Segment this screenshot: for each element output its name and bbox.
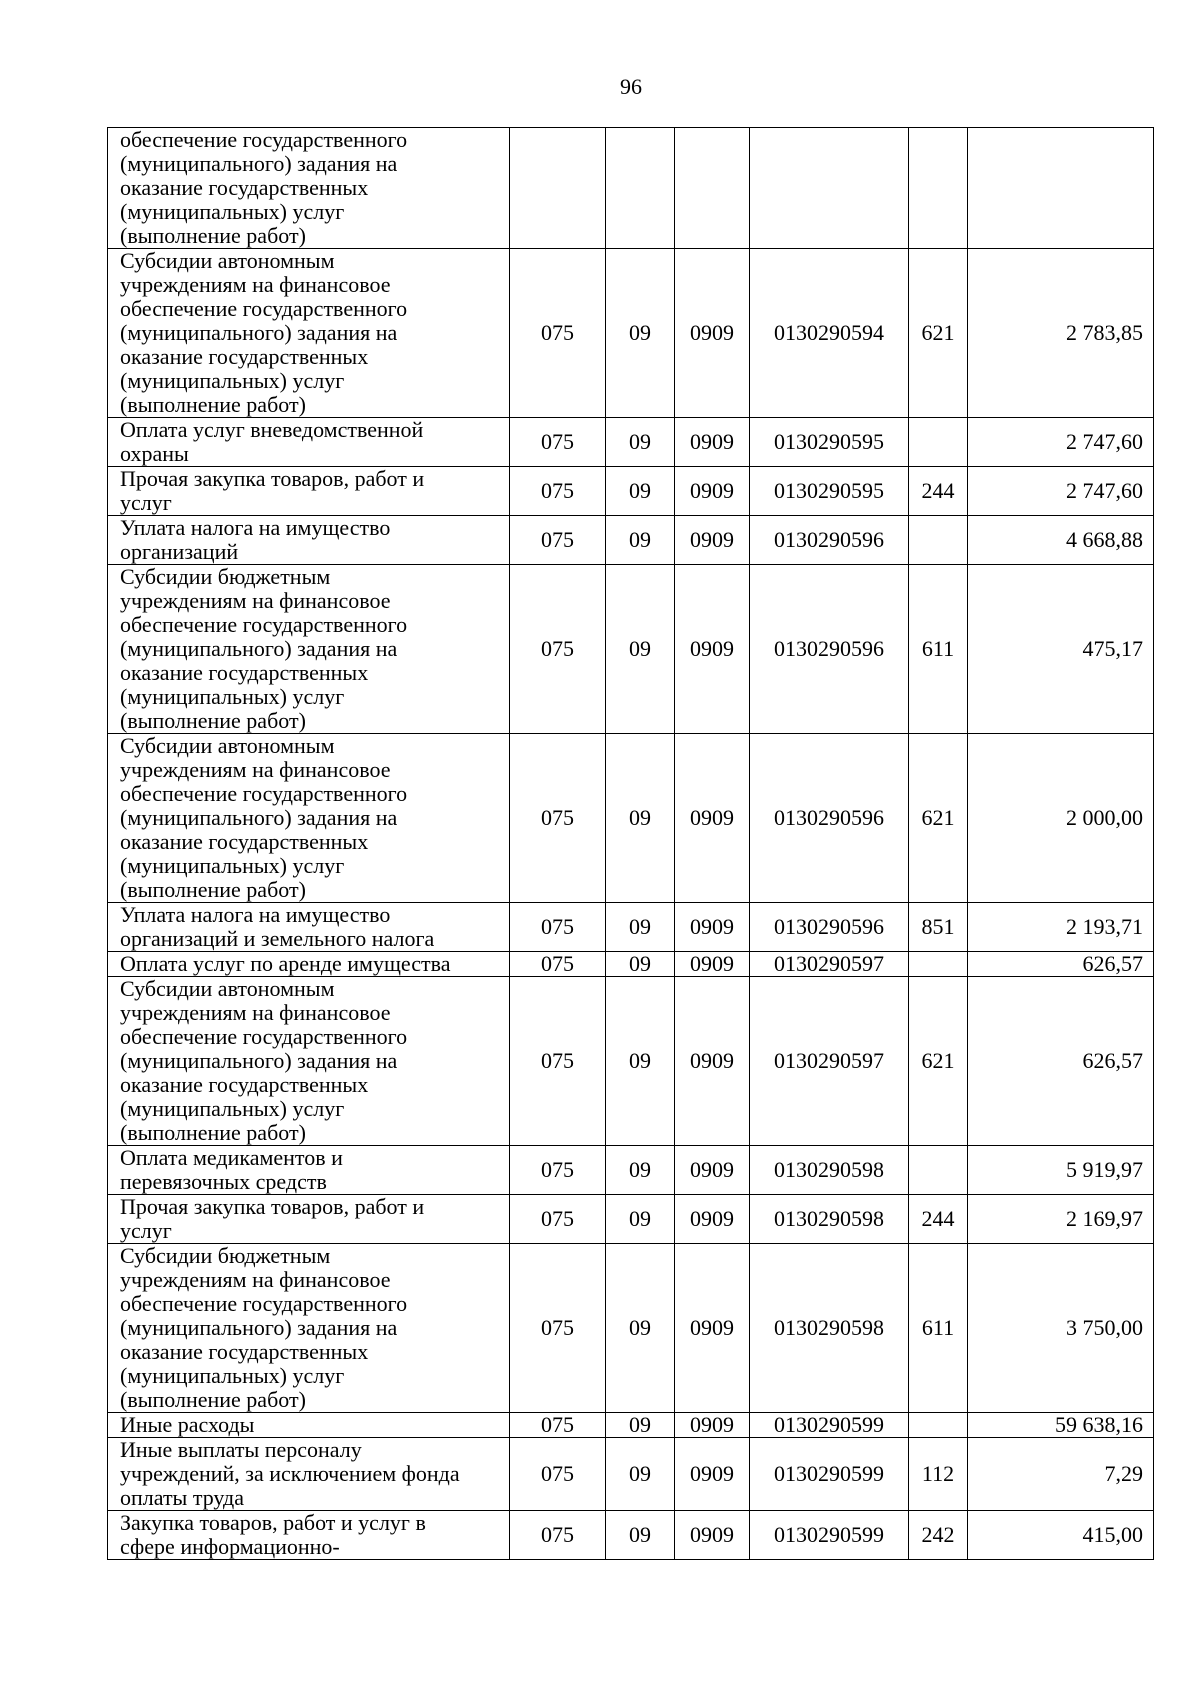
ministry-code: 075 [510, 516, 606, 565]
expense-type-code [909, 1146, 968, 1195]
target-article-code [750, 128, 909, 249]
row-description [108, 418, 510, 467]
amount-value: 2 747,60 [968, 467, 1154, 516]
section-code: 09 [606, 903, 675, 952]
row-description [108, 1511, 510, 1560]
target-article-code: 0130290595 [750, 467, 909, 516]
description-line: обеспечение государственного [120, 1291, 408, 1316]
section-code: 09 [606, 565, 675, 734]
description-line: обеспечение государственного [120, 296, 408, 321]
description-line: Прочая закупка товаров, работ и [120, 1194, 425, 1219]
description-line: Оплата услуг по аренде имущества [120, 951, 451, 976]
description-line: (выполнение работ) [120, 708, 306, 733]
description-line: Иные выплаты персоналу [120, 1437, 362, 1462]
description-line: (муниципального) задания на [120, 1048, 398, 1073]
row-description [108, 249, 510, 418]
description-line: оказание государственных [120, 1072, 369, 1097]
description-line: учреждениям на финансовое [120, 588, 391, 613]
subsection-code: 0909 [675, 1195, 750, 1244]
expense-type-code: 621 [909, 249, 968, 418]
budget-table [107, 127, 1154, 1560]
section-code: 09 [606, 1438, 675, 1511]
ministry-code: 075 [510, 1195, 606, 1244]
expense-type-code: 611 [909, 565, 968, 734]
description-line: Иные расходы [120, 1412, 255, 1437]
table-row [108, 516, 1154, 565]
amount-value: 59 638,16 [968, 1413, 1154, 1438]
expense-type-code [909, 516, 968, 565]
expense-type-code [909, 128, 968, 249]
row-description [108, 467, 510, 516]
description-line: Субсидии автономным [120, 976, 335, 1001]
table-row [108, 249, 1154, 418]
ministry-code: 075 [510, 1511, 606, 1560]
section-code [606, 128, 675, 249]
subsection-code: 0909 [675, 418, 750, 467]
expense-type-code: 244 [909, 467, 968, 516]
description-line: (муниципальных) услуг [120, 684, 345, 709]
target-article-code: 0130290597 [750, 952, 909, 977]
description-line: Субсидии автономным [120, 733, 335, 758]
section-code: 09 [606, 1511, 675, 1560]
subsection-code: 0909 [675, 903, 750, 952]
description-line: (муниципального) задания на [120, 805, 398, 830]
description-line: (выполнение работ) [120, 223, 306, 248]
subsection-code [675, 128, 750, 249]
description-line: услуг [120, 1218, 172, 1243]
row-description [108, 1438, 510, 1511]
amount-value: 2 193,71 [968, 903, 1154, 952]
ministry-code: 075 [510, 734, 606, 903]
description-line: организаций [120, 539, 239, 564]
amount-value: 475,17 [968, 565, 1154, 734]
ministry-code: 075 [510, 249, 606, 418]
ministry-code: 075 [510, 1244, 606, 1413]
amount-value: 4 668,88 [968, 516, 1154, 565]
description-line: (выполнение работ) [120, 1120, 306, 1145]
target-article-code: 0130290596 [750, 734, 909, 903]
amount-value: 626,57 [968, 977, 1154, 1146]
section-code: 09 [606, 516, 675, 565]
table-row [108, 1195, 1154, 1244]
table-row [108, 418, 1154, 467]
target-article-code: 0130290598 [750, 1146, 909, 1195]
description-line: оказание государственных [120, 175, 369, 200]
amount-value [968, 128, 1154, 249]
table-row [108, 1438, 1154, 1511]
description-line: (муниципальных) услуг [120, 1363, 345, 1388]
description-line: учреждениям на финансовое [120, 1000, 391, 1025]
subsection-code: 0909 [675, 467, 750, 516]
subsection-code: 0909 [675, 977, 750, 1146]
description-line: Уплата налога на имущество [120, 515, 391, 540]
description-line: (муниципального) задания на [120, 636, 398, 661]
amount-value: 2 000,00 [968, 734, 1154, 903]
description-line: охраны [120, 441, 189, 466]
description-line: Оплата услуг вневедомственной [120, 417, 424, 442]
description-line: Уплата налога на имущество [120, 902, 391, 927]
description-line: учреждений, за исключением фонда [120, 1461, 460, 1486]
expense-type-code [909, 952, 968, 977]
subsection-code: 0909 [675, 1413, 750, 1438]
table-body [108, 128, 1154, 1560]
row-description [108, 565, 510, 734]
subsection-code: 0909 [675, 516, 750, 565]
target-article-code: 0130290599 [750, 1511, 909, 1560]
target-article-code: 0130290599 [750, 1413, 909, 1438]
row-description [108, 977, 510, 1146]
expense-type-code: 851 [909, 903, 968, 952]
subsection-code: 0909 [675, 1511, 750, 1560]
subsection-code: 0909 [675, 249, 750, 418]
table-row [108, 1413, 1154, 1438]
row-description [108, 1195, 510, 1244]
subsection-code: 0909 [675, 734, 750, 903]
table-row [108, 1511, 1154, 1560]
target-article-code: 0130290595 [750, 418, 909, 467]
description-line: обеспечение государственного [120, 127, 408, 152]
description-line: услуг [120, 490, 172, 515]
amount-value: 415,00 [968, 1511, 1154, 1560]
amount-value: 2 747,60 [968, 418, 1154, 467]
row-description [108, 903, 510, 952]
amount-value: 2 783,85 [968, 249, 1154, 418]
target-article-code: 0130290596 [750, 565, 909, 734]
ministry-code: 075 [510, 467, 606, 516]
section-code: 09 [606, 1413, 675, 1438]
ministry-code: 075 [510, 565, 606, 734]
description-line: перевязочных средств [120, 1169, 327, 1194]
subsection-code: 0909 [675, 1146, 750, 1195]
table-row [108, 1244, 1154, 1413]
amount-value: 3 750,00 [968, 1244, 1154, 1413]
description-line: (муниципального) задания на [120, 1315, 398, 1340]
target-article-code: 0130290597 [750, 977, 909, 1146]
section-code: 09 [606, 467, 675, 516]
section-code: 09 [606, 734, 675, 903]
expense-type-code: 112 [909, 1438, 968, 1511]
ministry-code [510, 128, 606, 249]
expense-type-code [909, 1413, 968, 1438]
description-line: (муниципальных) услуг [120, 199, 345, 224]
section-code: 09 [606, 977, 675, 1146]
description-line: сфере информационно- [120, 1534, 340, 1559]
section-code: 09 [606, 249, 675, 418]
page-number: 96 [620, 74, 642, 99]
description-line: учреждениям на финансовое [120, 1267, 391, 1292]
expense-type-code: 244 [909, 1195, 968, 1244]
amount-value: 7,29 [968, 1438, 1154, 1511]
table-row [108, 128, 1154, 249]
row-description [108, 1413, 510, 1438]
description-line: (муниципальных) услуг [120, 1096, 345, 1121]
description-line: Субсидии бюджетным [120, 1243, 331, 1268]
subsection-code: 0909 [675, 1438, 750, 1511]
description-line: Оплата медикаментов и [120, 1145, 343, 1170]
description-line: оказание государственных [120, 829, 369, 854]
table-row [108, 903, 1154, 952]
target-article-code: 0130290599 [750, 1438, 909, 1511]
expense-type-code: 621 [909, 977, 968, 1146]
amount-value: 626,57 [968, 952, 1154, 977]
section-code: 09 [606, 1244, 675, 1413]
description-line: (муниципальных) услуг [120, 853, 345, 878]
row-description [108, 734, 510, 903]
target-article-code: 0130290598 [750, 1195, 909, 1244]
description-line: (выполнение работ) [120, 392, 306, 417]
ministry-code: 075 [510, 977, 606, 1146]
row-description [108, 1146, 510, 1195]
description-line: Субсидии автономным [120, 248, 335, 273]
section-code: 09 [606, 1146, 675, 1195]
description-line: обеспечение государственного [120, 781, 408, 806]
amount-value: 2 169,97 [968, 1195, 1154, 1244]
target-article-code: 0130290596 [750, 516, 909, 565]
description-line: обеспечение государственного [120, 612, 408, 637]
description-line: (муниципального) задания на [120, 320, 398, 345]
target-article-code: 0130290598 [750, 1244, 909, 1413]
table-row [108, 952, 1154, 977]
description-line: оказание государственных [120, 344, 369, 369]
subsection-code: 0909 [675, 1244, 750, 1413]
subsection-code: 0909 [675, 565, 750, 734]
ministry-code: 075 [510, 903, 606, 952]
table-row [108, 977, 1154, 1146]
expense-type-code [909, 418, 968, 467]
expense-type-code: 242 [909, 1511, 968, 1560]
description-line: оказание государственных [120, 1339, 369, 1364]
expense-type-code: 621 [909, 734, 968, 903]
description-line: Закупка товаров, работ и услуг в [120, 1510, 426, 1535]
ministry-code: 075 [510, 1438, 606, 1511]
description-line: оплаты труда [120, 1485, 245, 1510]
section-code: 09 [606, 1195, 675, 1244]
ministry-code: 075 [510, 952, 606, 977]
table-row [108, 1146, 1154, 1195]
section-code: 09 [606, 418, 675, 467]
description-line: учреждениям на финансовое [120, 272, 391, 297]
description-line: Прочая закупка товаров, работ и [120, 466, 425, 491]
row-description [108, 952, 510, 977]
description-line: учреждениям на финансовое [120, 757, 391, 782]
row-description [108, 128, 510, 249]
ministry-code: 075 [510, 1146, 606, 1195]
target-article-code: 0130290594 [750, 249, 909, 418]
row-description [108, 1244, 510, 1413]
description-line: (муниципального) задания на [120, 151, 398, 176]
description-line: обеспечение государственного [120, 1024, 408, 1049]
description-line: (выполнение работ) [120, 1387, 306, 1412]
amount-value: 5 919,97 [968, 1146, 1154, 1195]
table-row [108, 565, 1154, 734]
table-row [108, 467, 1154, 516]
subsection-code: 0909 [675, 952, 750, 977]
expense-type-code: 611 [909, 1244, 968, 1413]
description-line: (муниципальных) услуг [120, 368, 345, 393]
description-line: Субсидии бюджетным [120, 564, 331, 589]
ministry-code: 075 [510, 418, 606, 467]
target-article-code: 0130290596 [750, 903, 909, 952]
table-row [108, 734, 1154, 903]
row-description [108, 516, 510, 565]
section-code: 09 [606, 952, 675, 977]
description-line: организаций и земельного налога [120, 926, 435, 951]
description-line: (выполнение работ) [120, 877, 306, 902]
description-line: оказание государственных [120, 660, 369, 685]
ministry-code: 075 [510, 1413, 606, 1438]
